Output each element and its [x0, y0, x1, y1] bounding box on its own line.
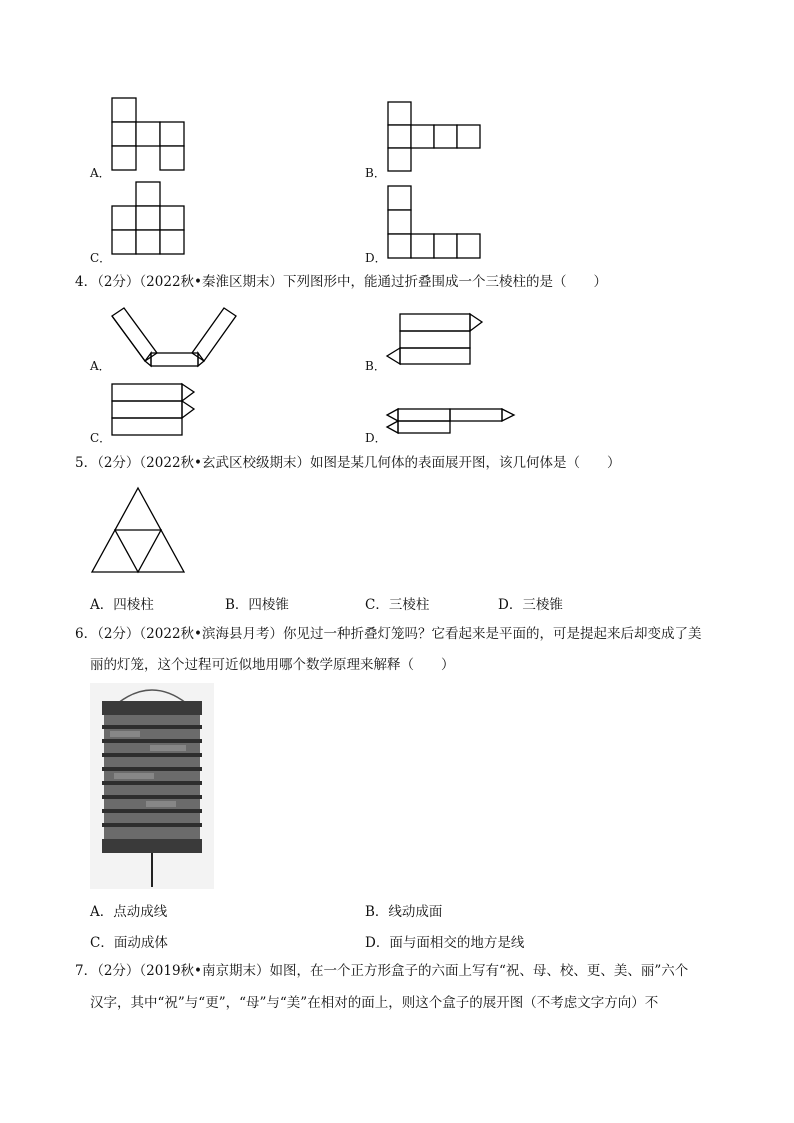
- q3-figure-a: [108, 96, 192, 172]
- q6-stem-line2: 丽的灯笼，这个过程可近似地用哪个数学原理来解释（ ）: [90, 657, 455, 673]
- q6-stem-line1: 6．（2分）（2022秋•滨海县月考）你见过一种折叠灯笼吗？它看起来是平面的，可是提起来后却变成了美: [75, 626, 702, 642]
- q3-option-c-label: C．: [90, 251, 112, 265]
- q4-stem: 4．（2分）（2022秋•秦淮区期末）下列图形中，能通过折叠围成一个三棱柱的是（ ）: [75, 274, 607, 290]
- q3-figure-c: [108, 180, 192, 260]
- q4-figure-d: [384, 405, 520, 439]
- q3-figure-d: [384, 184, 484, 262]
- q5-choice-c: C．三棱柱: [365, 597, 430, 613]
- q4-option-c-label: C．: [90, 431, 112, 445]
- q3-option-d-label: D．: [365, 251, 387, 265]
- q4-option-d-label: D．: [365, 431, 387, 445]
- q4-figure-a: [108, 304, 240, 368]
- q4-figure-c: [108, 380, 208, 440]
- q7-stem-line1: 7．（2分）（2019秋•南京期末）如图，在一个正方形盒子的六面上写有“祝、母、校、更、美、丽”六个: [75, 963, 689, 979]
- q4-figure-b: [384, 310, 488, 368]
- q3-option-b-label: B．: [365, 166, 386, 180]
- q4-option-a-label: A．: [90, 359, 111, 373]
- q5-choice-b: B．四棱锥: [225, 597, 289, 613]
- q6-choice-c: C．面动成体: [90, 935, 168, 951]
- lantern-image: [90, 683, 214, 889]
- q5-choice-d: D．三棱锥: [498, 597, 563, 613]
- q4-option-b-label: B．: [365, 359, 386, 373]
- q3-option-a-label: A．: [90, 166, 111, 180]
- q3-figure-b: [384, 100, 484, 176]
- q6-choice-b: B．线动成面: [365, 904, 443, 920]
- q7-stem-line2: 汉字，其中“祝”与“更”，“母”与“美”在相对的面上，则这个盒子的展开图（不考虑文字方向）不: [90, 995, 659, 1011]
- q6-choice-a: A．点动成线: [90, 904, 168, 920]
- q5-stem: 5．（2分）（2022秋•玄武区校级期末）如图是某几何体的表面展开图，该几何体是（ ）: [75, 455, 621, 471]
- q5-figure-triangle-net: [88, 484, 190, 578]
- q6-choice-d: D．面与面相交的地方是线: [365, 935, 525, 951]
- q5-choice-a: A．四棱柱: [90, 597, 154, 613]
